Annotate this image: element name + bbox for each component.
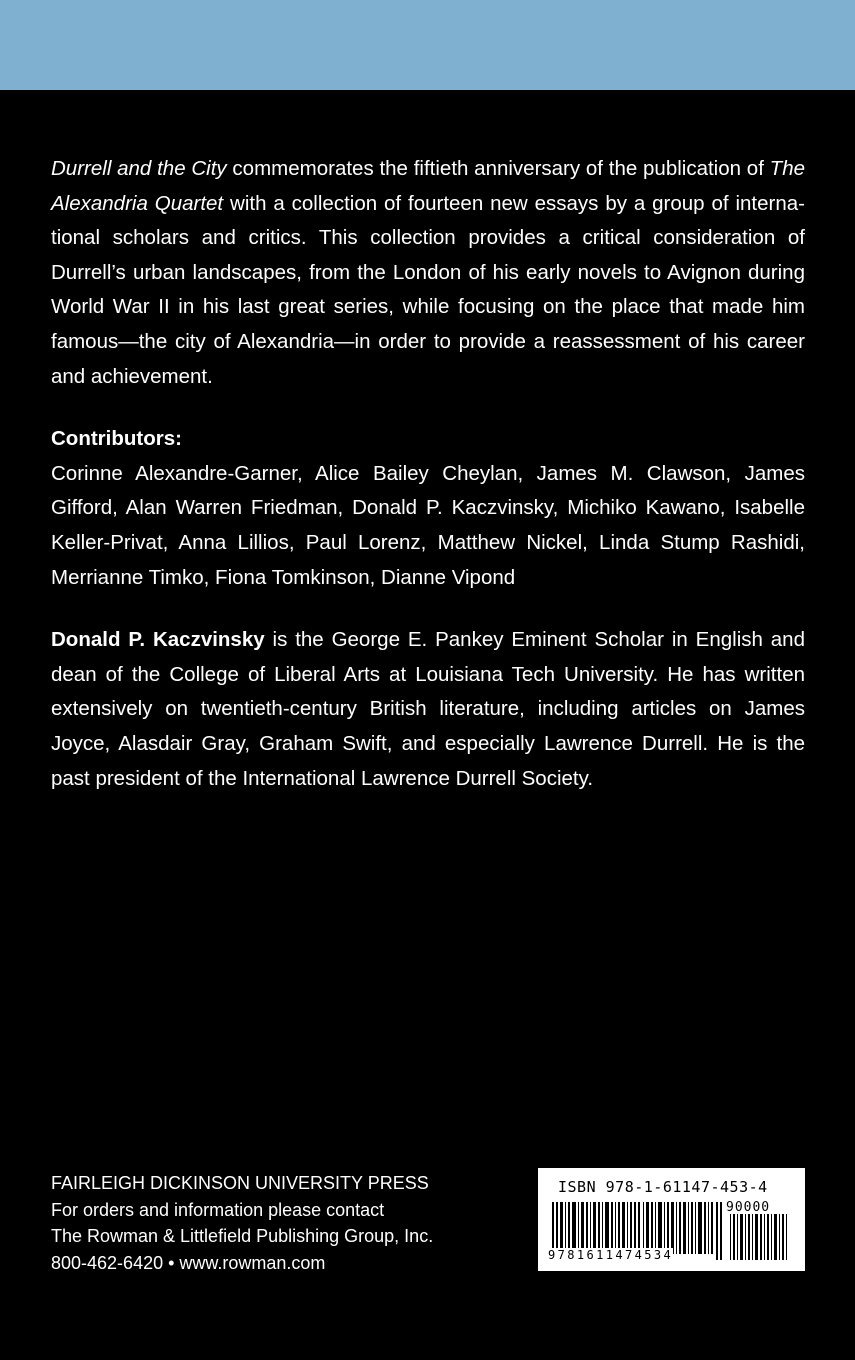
contact-line: 800-462-6420 • www.rowman.com [51,1252,326,1273]
editor-bio: Donald P. Kaczvinsky is the George E. Pankey Eminent Scholar in English and dean of the College of Liberal Arts at Louisiana Tech University. He has written extensively on twentieth-century British literature, including articles on James Joyce, Alasdair Gray, Graham Swift, and especially Lawrence Durrell. He is the past president of the International Lawrence Durrell Society. [51,628,805,790]
contributors-heading: Contributors: [51,427,182,451]
publisher-info [51,1170,491,1276]
quartet-title: The Alexandria Quartet [51,157,805,215]
distributor-line: The Rowman & Littlefield Publishing Group, Inc. [51,1226,434,1246]
barcode-ean-number: 9781611474534 [548,1248,674,1262]
isbn-barcode [538,1168,805,1271]
book-title: Durrell and the City [51,157,227,180]
orders-line: For orders and information please contact [51,1199,385,1220]
book-description: Durrell and the City commemorates the fiftieth anniversary of the publication of The Alexandria Quartet with a collection of fourteen new essays by a group of international scholars and critics. This collection provides a critical consideration of Durrell’s urban landscapes, from the London of his early novels to Avignon during World War II in his last great series, while focusing on the place that made him famous—the city of Alexandria—in order to provide a reassessment of his career and achievement. [51,157,805,388]
barcode-addon-number: 90000 [726,1200,771,1215]
editor-name: Donald P. Kaczvinsky [51,628,265,652]
isbn-text: ISBN 978-1-61147-453-4 [558,1178,768,1196]
contributors-list: Corinne Alexandre-Garner, Alice Bailey Cheylan, James M. Clawson, James Gifford, Alan Warren Friedman, Donald P. Kaczvinsky, Michiko Kawano, Isabelle Keller-Privat, Anna Lillios, Paul Lorenz, Matthew Nickel, Linda Stump Rashidi, Merrianne Timko, Fiona Tomkinson, Dianne Vipond [51,461,805,589]
publisher-name: FAIRLEIGH DICKINSON UNIVERSITY PRESS [51,1173,429,1193]
top-color-band [0,0,855,90]
back-cover-text [51,152,805,796]
